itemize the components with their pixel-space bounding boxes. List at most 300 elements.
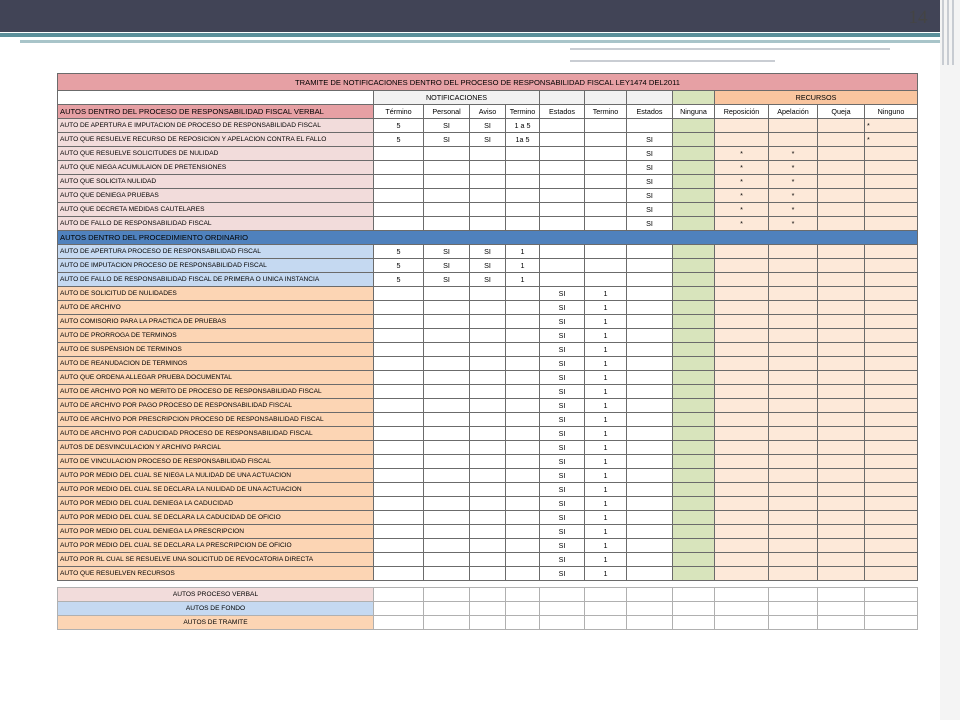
row-label: AUTO DE ARCHIVO POR CADUCIDAD PROCESO DE RESPONSABILIDAD FISCAL <box>58 427 374 441</box>
table-cell <box>506 427 540 441</box>
table-cell <box>424 357 470 371</box>
table-cell <box>865 511 918 525</box>
table-cell <box>673 539 715 553</box>
table-cell: * <box>769 161 818 175</box>
table-cell: 1 <box>585 539 627 553</box>
table-cell: SI <box>540 301 585 315</box>
table-cell <box>374 217 424 231</box>
table-cell <box>673 301 715 315</box>
table-title: TRAMITE DE NOTIFICACIONES DENTRO DEL PROCESO DE RESPONSABILIDAD FISCAL LEY1474 DEL2011 <box>58 74 918 91</box>
table-cell <box>627 385 673 399</box>
table-row <box>58 371 918 385</box>
table-cell <box>673 175 715 189</box>
table-cell <box>818 329 865 343</box>
table-cell: * <box>769 175 818 189</box>
legend-cell <box>470 588 506 602</box>
table-cell <box>424 315 470 329</box>
table-row <box>58 539 918 553</box>
side-line-1 <box>942 0 944 65</box>
row-label: AUTO DE APERTURA PROCESO DE RESPONSABILIDAD FISCAL <box>58 245 374 259</box>
table-cell <box>540 259 585 273</box>
table-cell <box>470 413 506 427</box>
table-cell: * <box>865 119 918 133</box>
table-cell <box>470 161 506 175</box>
table-cell <box>627 511 673 525</box>
row-label: AUTO DE ARCHIVO POR PAGO PROCESO DE RESPONSABILIDAD FISCAL <box>58 399 374 413</box>
table-cell: SI <box>470 259 506 273</box>
row-label: AUTO DE FALLO DE RESPONSABILIDAD FISCAL DE PRIMERA O UNICA INSTANCIA <box>58 273 374 287</box>
table-cell <box>673 385 715 399</box>
table-cell <box>506 175 540 189</box>
legend-cell <box>769 602 818 616</box>
table-cell <box>424 539 470 553</box>
table-cell <box>673 147 715 161</box>
legend-row <box>58 588 918 602</box>
table-cell: SI <box>540 427 585 441</box>
table-cell <box>540 273 585 287</box>
table-cell <box>506 539 540 553</box>
table-cell <box>627 567 673 581</box>
table-cell <box>818 385 865 399</box>
table-cell <box>374 511 424 525</box>
legend-cell <box>673 616 715 630</box>
table-cell <box>627 553 673 567</box>
table-cell: 1 <box>585 371 627 385</box>
table-cell <box>865 273 918 287</box>
legend-cell <box>865 588 918 602</box>
slide-top-bar <box>0 0 940 32</box>
table-cell <box>424 287 470 301</box>
table-cell: SI <box>627 161 673 175</box>
table-cell <box>374 399 424 413</box>
table-cell: * <box>769 203 818 217</box>
table-cell <box>424 343 470 357</box>
table-cell <box>673 455 715 469</box>
table-row <box>58 329 918 343</box>
table-cell <box>506 301 540 315</box>
table-cell: SI <box>540 357 585 371</box>
table-cell: SI <box>540 455 585 469</box>
table-row <box>58 147 918 161</box>
table-cell <box>673 203 715 217</box>
table-cell <box>818 427 865 441</box>
column-header: Aviso <box>470 105 506 119</box>
table-row <box>58 553 918 567</box>
table-cell <box>470 147 506 161</box>
table-row <box>58 259 918 273</box>
table-cell <box>506 161 540 175</box>
table-cell <box>585 133 627 147</box>
table-cell <box>627 539 673 553</box>
table-cell <box>769 385 818 399</box>
legend-cell <box>865 602 918 616</box>
table-cell <box>470 483 506 497</box>
table-cell <box>374 147 424 161</box>
table-cell <box>540 119 585 133</box>
table-row <box>58 483 918 497</box>
table-cell: SI <box>540 315 585 329</box>
table-cell: SI <box>540 511 585 525</box>
table-cell <box>715 553 769 567</box>
table-cell <box>818 259 865 273</box>
legend-label: AUTOS DE FONDO <box>58 602 374 616</box>
table-cell <box>865 483 918 497</box>
table-cell <box>506 385 540 399</box>
table-cell <box>769 329 818 343</box>
table-cell <box>673 357 715 371</box>
table-cell <box>506 371 540 385</box>
table-cell: SI <box>470 119 506 133</box>
legend-cell <box>424 588 470 602</box>
table-cell <box>818 553 865 567</box>
column-header: Estados <box>627 105 673 119</box>
table-cell <box>818 497 865 511</box>
row-label: AUTO POR MEDIO DEL CUAL SE DECLARA LA CADUCIDAD DE OFICIO <box>58 511 374 525</box>
table-cell: 5 <box>374 259 424 273</box>
table-row <box>58 301 918 315</box>
table-row <box>58 273 918 287</box>
row-label: AUTO QUE SOLICITA NULIDAD <box>58 175 374 189</box>
table-cell <box>715 133 769 147</box>
table-cell <box>424 567 470 581</box>
table-cell: SI <box>540 539 585 553</box>
table-cell <box>470 287 506 301</box>
table-cell: * <box>769 147 818 161</box>
table-cell: 5 <box>374 119 424 133</box>
table-cell <box>470 329 506 343</box>
column-header: Termino <box>506 105 540 119</box>
table-cell <box>818 357 865 371</box>
table-cell <box>673 427 715 441</box>
table-cell <box>627 483 673 497</box>
table-cell <box>424 455 470 469</box>
table-row <box>58 217 918 231</box>
table-cell <box>374 301 424 315</box>
table-cell <box>470 357 506 371</box>
table-cell <box>374 175 424 189</box>
table-cell <box>374 385 424 399</box>
table-cell <box>865 189 918 203</box>
table-row <box>58 567 918 581</box>
table-cell <box>424 413 470 427</box>
legend-cell <box>769 616 818 630</box>
table-cell <box>374 189 424 203</box>
table-cell <box>769 469 818 483</box>
table-cell <box>506 413 540 427</box>
table-cell <box>374 287 424 301</box>
table-cell: 1 <box>585 525 627 539</box>
legend-cell <box>540 602 585 616</box>
table-row <box>58 357 918 371</box>
table-cell <box>424 427 470 441</box>
table-cell <box>865 553 918 567</box>
table-cell <box>627 287 673 301</box>
table-cell <box>374 455 424 469</box>
table-cell <box>506 469 540 483</box>
table-cell <box>715 371 769 385</box>
table-cell <box>627 119 673 133</box>
table-cell <box>585 119 627 133</box>
table-row <box>58 385 918 399</box>
table-cell <box>769 371 818 385</box>
legend-cell <box>818 588 865 602</box>
legend-cell <box>627 588 673 602</box>
table-cell: SI <box>540 483 585 497</box>
table-cell <box>627 343 673 357</box>
table-cell: 1 <box>585 287 627 301</box>
table-cell <box>540 175 585 189</box>
table-cell <box>769 455 818 469</box>
table-cell <box>715 539 769 553</box>
table-cell <box>424 203 470 217</box>
table-cell: 1 <box>506 259 540 273</box>
table-cell <box>865 399 918 413</box>
table-cell <box>540 147 585 161</box>
table-cell <box>673 287 715 301</box>
legend-cell <box>585 602 627 616</box>
table-row <box>58 245 918 259</box>
legend-cell <box>673 588 715 602</box>
table-cell: 1 <box>585 567 627 581</box>
table-cell <box>865 539 918 553</box>
table-cell <box>506 357 540 371</box>
table-cell <box>673 483 715 497</box>
table-cell <box>769 511 818 525</box>
table-cell <box>673 469 715 483</box>
row-label: AUTO QUE RESUELVE RECURSO DE REPOSICION Y APELACION CONTRA EL FALLO <box>58 133 374 147</box>
table-cell <box>818 511 865 525</box>
table-cell: 1 <box>585 413 627 427</box>
table-cell <box>374 553 424 567</box>
table-row <box>58 343 918 357</box>
table-cell <box>715 259 769 273</box>
table-cell <box>673 553 715 567</box>
table-cell <box>673 371 715 385</box>
table-cell: 1 <box>585 441 627 455</box>
table-cell: SI <box>470 133 506 147</box>
table-cell <box>470 301 506 315</box>
table-cell <box>585 175 627 189</box>
table-cell <box>470 189 506 203</box>
table-cell <box>673 525 715 539</box>
table-cell <box>424 189 470 203</box>
table-cell: 1 <box>585 553 627 567</box>
legend-cell <box>374 602 424 616</box>
table-cell <box>470 385 506 399</box>
table-cell <box>506 329 540 343</box>
table-cell <box>470 567 506 581</box>
table-cell <box>715 525 769 539</box>
table-row <box>58 315 918 329</box>
table-cell: SI <box>424 273 470 287</box>
table-cell <box>506 441 540 455</box>
table-cell <box>865 525 918 539</box>
table-cell <box>818 301 865 315</box>
table-cell <box>865 371 918 385</box>
legend-cell <box>424 616 470 630</box>
legend-cell <box>715 602 769 616</box>
row-label: AUTO DE APERTURA E IMPUTACION DE PROCESO DE RESPONSABILIDAD FISCAL <box>58 119 374 133</box>
table-cell <box>769 441 818 455</box>
table-cell <box>865 469 918 483</box>
table-cell <box>627 413 673 427</box>
table-cell: 1 <box>585 469 627 483</box>
table-cell <box>540 217 585 231</box>
table-cell <box>865 385 918 399</box>
table-cell <box>818 483 865 497</box>
row-label: AUTO QUE ORDENA ALLEGAR PRUEBA DOCUMENTAL <box>58 371 374 385</box>
table-cell <box>769 497 818 511</box>
table-cell <box>627 441 673 455</box>
table-cell <box>673 217 715 231</box>
table-cell <box>865 175 918 189</box>
table-cell <box>715 441 769 455</box>
table-cell <box>627 427 673 441</box>
row-label: AUTO QUE DENIEGA PRUEBAS <box>58 189 374 203</box>
gray-accent-line-1 <box>570 48 890 50</box>
row-label: AUTO DE IMPUTACION PROCESO DE RESPONSABILIDAD FISCAL <box>58 259 374 273</box>
table-cell <box>818 399 865 413</box>
table-cell: 1 a 5 <box>506 119 540 133</box>
row-label: AUTOS DE DESVINCULACION Y ARCHIVO PARCIAL <box>58 441 374 455</box>
table-row <box>58 455 918 469</box>
table-cell <box>769 539 818 553</box>
legend-cell <box>374 588 424 602</box>
table-cell <box>506 203 540 217</box>
table-cell <box>818 189 865 203</box>
table-cell <box>374 427 424 441</box>
legend-cell <box>506 588 540 602</box>
table-cell <box>540 133 585 147</box>
table-row <box>58 287 918 301</box>
section-header-verbal: AUTOS DENTRO DEL PROCESO DE RESPONSABILIDAD FISCAL VERBAL <box>58 105 374 119</box>
table-cell: 5 <box>374 273 424 287</box>
table-cell <box>424 399 470 413</box>
table-cell <box>818 455 865 469</box>
legend-cell <box>506 602 540 616</box>
table-cell <box>715 119 769 133</box>
table-cell <box>769 525 818 539</box>
table-cell: SI <box>627 203 673 217</box>
table-cell <box>715 315 769 329</box>
legend-row <box>58 602 918 616</box>
table-cell <box>818 203 865 217</box>
table-cell <box>769 259 818 273</box>
table-cell: SI <box>540 329 585 343</box>
table-cell <box>585 147 627 161</box>
table-cell <box>769 301 818 315</box>
table-cell <box>506 343 540 357</box>
table-cell <box>470 203 506 217</box>
table-cell <box>506 483 540 497</box>
table-cell <box>818 273 865 287</box>
table-cell <box>673 245 715 259</box>
light-accent-line <box>20 40 940 43</box>
table-cell <box>627 371 673 385</box>
table-cell <box>818 133 865 147</box>
column-header: Ninguno <box>865 105 918 119</box>
slide-side-band <box>940 0 960 720</box>
table-cell <box>470 511 506 525</box>
table-cell: SI <box>540 525 585 539</box>
row-label: AUTO QUE RESUELVE SOLICITUDES DE NULIDAD <box>58 147 374 161</box>
table-cell <box>470 455 506 469</box>
table-cell <box>374 371 424 385</box>
legend-cell <box>374 616 424 630</box>
table-cell <box>865 567 918 581</box>
table-cell <box>470 175 506 189</box>
table-cell: SI <box>627 147 673 161</box>
table-cell <box>715 245 769 259</box>
table-cell <box>374 357 424 371</box>
row-label: AUTO POR MEDIO DEL CUAL SE NIEGA LA NULIDAD DE UNA ACTUACION <box>58 469 374 483</box>
table-cell <box>627 245 673 259</box>
table-cell <box>769 357 818 371</box>
table-cell: SI <box>424 119 470 133</box>
table-cell <box>470 217 506 231</box>
column-header: Apelación <box>769 105 818 119</box>
legend-cell <box>769 588 818 602</box>
table-cell <box>374 329 424 343</box>
legend-cell <box>506 616 540 630</box>
table-cell <box>865 301 918 315</box>
legend-cell <box>818 616 865 630</box>
table-cell <box>627 525 673 539</box>
row-label: AUTO QUE RESUELVEN RECURSOS <box>58 567 374 581</box>
legend-cell <box>585 616 627 630</box>
table-cell: 1 <box>585 399 627 413</box>
table-cell: SI <box>540 287 585 301</box>
row-label: AUTO DE SOLICITUD DE NULIDADES <box>58 287 374 301</box>
table-cell: SI <box>540 497 585 511</box>
table-cell <box>673 273 715 287</box>
table-cell <box>818 315 865 329</box>
table-cell: SI <box>627 175 673 189</box>
table-row <box>58 511 918 525</box>
table-cell <box>865 427 918 441</box>
row-label: AUTO POR MEDIO DEL CUAL DENIEGA LA PRESCRIPCION <box>58 525 374 539</box>
table-row <box>58 133 918 147</box>
table-cell <box>470 343 506 357</box>
table-cell: 1 <box>585 315 627 329</box>
row-label: AUTO DE ARCHIVO POR NO MERITO DE PROCESO DE RESPONSABILIDAD FISCAL <box>58 385 374 399</box>
legend-cell <box>673 602 715 616</box>
table-cell <box>865 497 918 511</box>
row-label: AUTO DE SUSPENSION DE TERMINOS <box>58 343 374 357</box>
column-header: Reposición <box>715 105 769 119</box>
table-cell <box>715 413 769 427</box>
table-row <box>58 427 918 441</box>
table-cell <box>673 343 715 357</box>
table-cell: * <box>715 203 769 217</box>
table-cell <box>715 483 769 497</box>
table-cell <box>585 217 627 231</box>
legend-cell <box>470 616 506 630</box>
table-cell <box>715 511 769 525</box>
table-cell <box>374 497 424 511</box>
table-cell <box>673 161 715 175</box>
legend-cell <box>865 616 918 630</box>
row-label: AUTO QUE DECRETA MEDIDAS CAUTELARES <box>58 203 374 217</box>
teal-accent-line <box>0 33 940 37</box>
table-cell <box>818 567 865 581</box>
table-cell <box>424 553 470 567</box>
table-cell <box>673 259 715 273</box>
table-cell: SI <box>540 441 585 455</box>
table-cell: 1 <box>585 357 627 371</box>
table-cell <box>769 399 818 413</box>
table-cell: SI <box>424 245 470 259</box>
